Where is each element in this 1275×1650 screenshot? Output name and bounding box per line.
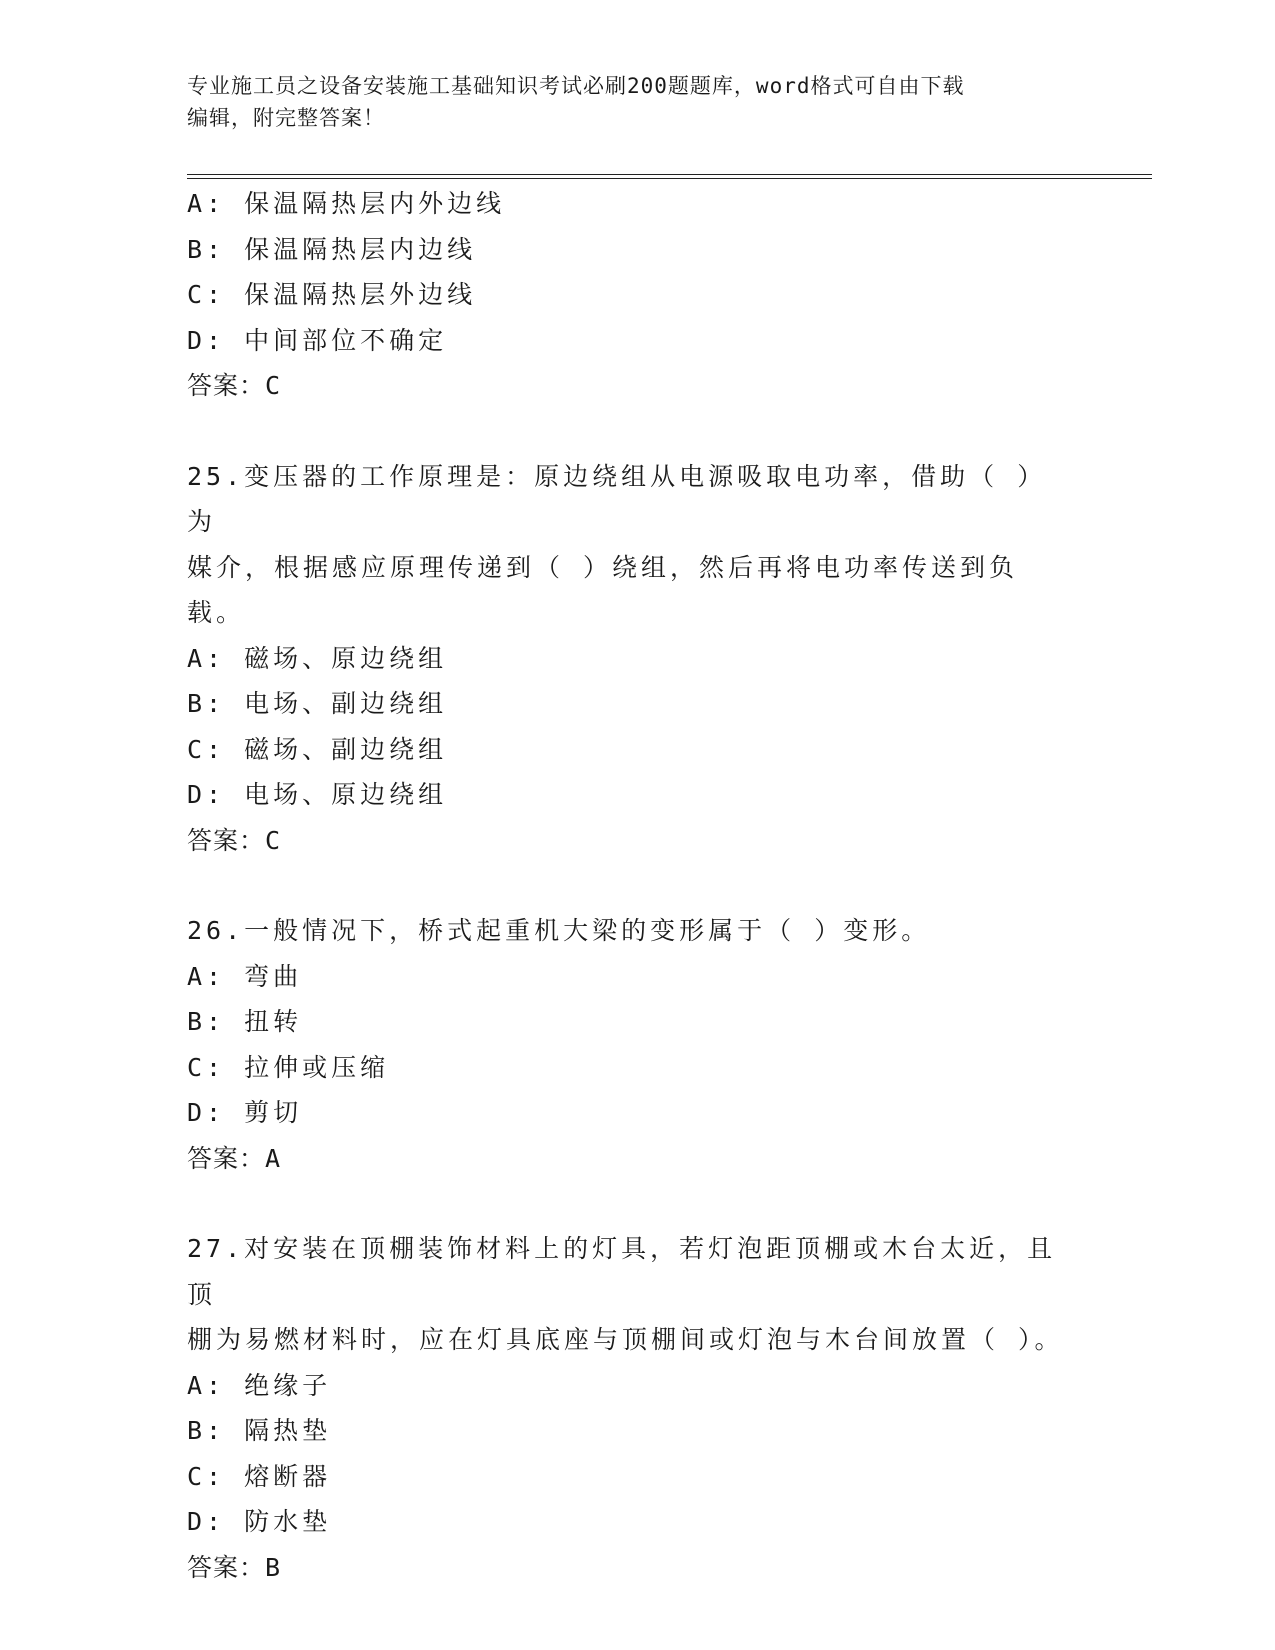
answer-label: 答案： (187, 371, 266, 400)
option-d: D: 电场、原边绕组 (187, 780, 448, 809)
option-b: B: 保温隔热层内边线 (187, 234, 477, 264)
option-c: C: 拉伸或压缩 (187, 1052, 390, 1082)
answer-label: 答案： (187, 1552, 266, 1582)
question-stem-line-1: 26.一般情况下，桥式起重机大梁的变形属于（ ）变形。 (187, 916, 931, 945)
answer-value: C (265, 371, 282, 400)
answer-line (187, 363, 1147, 409)
option-a: A: 弯曲 (187, 961, 303, 991)
option-c: C: 熔断器 (187, 1461, 332, 1491)
question-stem-line-2: 媒介，根据感应原理传递到（ ）绕组，然后再将电功率传送到负载。 (187, 552, 1019, 627)
answer-value: C (265, 825, 282, 855)
answer-line (187, 1136, 1147, 1182)
header-line-2: 编辑，附完整答案！ (187, 106, 385, 130)
answer-label: 答案： (187, 825, 266, 855)
option-a: A: 保温隔热层内外边线 (187, 189, 506, 218)
option-a: A: 磁场、原边绕组 (187, 643, 448, 673)
question-25 (187, 454, 1147, 864)
answer-label: 答案： (187, 1143, 266, 1173)
question-stem-line-2: 棚为易燃材料时，应在灯具底座与顶棚间或灯泡与木台间放置（ ）。 (187, 1325, 1064, 1354)
spacer (187, 863, 1147, 908)
option-b: B: 扭转 (187, 1007, 303, 1036)
option-b: B: 电场、副边绕组 (187, 689, 448, 718)
answer-line (187, 818, 1147, 864)
answer-value: A (265, 1143, 282, 1173)
question-24-continued (187, 181, 1147, 409)
question-27 (187, 1226, 1147, 1590)
question-stem (187, 908, 1067, 954)
option-c: C: 保温隔热层外边线 (187, 280, 477, 309)
spacer (187, 409, 1147, 454)
question-stem-line-1: 25.变压器的工作原理是：原边绕组从电源吸取电功率，借助（ ）为 (187, 461, 1047, 536)
header-line-1: 专业施工员之设备安装施工基础知识考试必刷200题题库，word格式可自由下载 (187, 74, 965, 98)
option-a: A: 绝缘子 (187, 1370, 332, 1400)
question-stem (187, 1226, 1067, 1363)
option-b: B: 隔热垫 (187, 1416, 332, 1445)
option-c: C: 磁场、副边绕组 (187, 734, 448, 764)
question-26 (187, 908, 1147, 1181)
question-stem (187, 454, 1067, 636)
option-d: D: 中间部位不确定 (187, 325, 448, 355)
option-d: D: 剪切 (187, 1098, 303, 1127)
document-page (187, 70, 1147, 1590)
document-header (187, 70, 1067, 134)
header-divider (187, 174, 1152, 179)
answer-value: B (265, 1552, 282, 1582)
question-stem-line-1: 27.对安装在顶棚装饰材料上的灯具，若灯泡距顶棚或木台太近，且顶 (187, 1234, 1057, 1309)
option-d: D: 防水垫 (187, 1507, 332, 1536)
spacer (187, 1181, 1147, 1226)
answer-line (187, 1545, 1147, 1591)
